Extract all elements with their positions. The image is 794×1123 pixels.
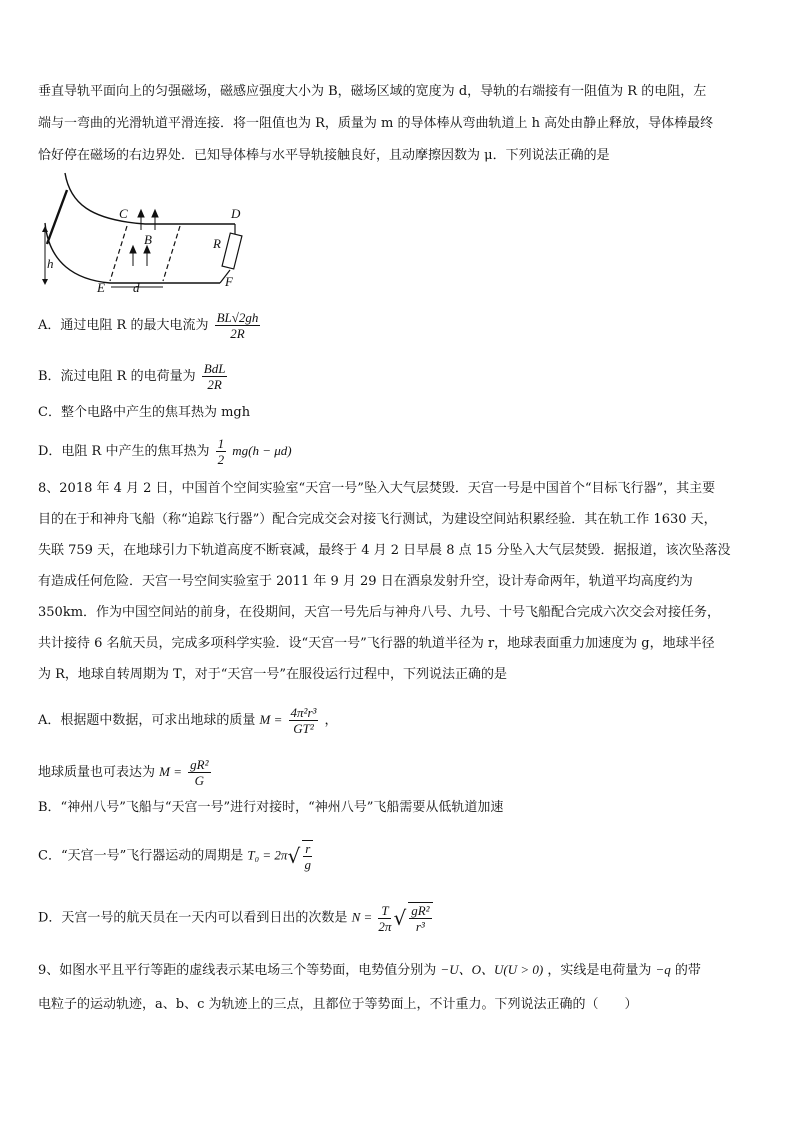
q7-d-text: D．电阻 R 中产生的焦耳热为 [38,444,210,459]
q9-l1-q: −q [655,962,671,977]
q8-d-den: 2π [378,918,392,934]
q7-b-num: BdL [203,361,226,376]
q8-a-lhs: M = [259,712,283,727]
label-h: h [47,256,54,271]
q8-a2-text: 地球质量也可表达为 [38,765,156,780]
q9-line-2: 电粒子的运动轨迹，a、b、c 为轨迹上的三点，且都位于等势面上，不计重力。下列说法正确的（ ） [38,997,638,1012]
label-d: d [133,280,140,295]
intro-line-1: 垂直导轨平面向上的匀强磁场，磁感应强度大小为 B，磁场区域的宽度为 d，导轨的右端接有一阻值为 R 的电阻，左 [38,84,707,99]
intro-line-3: 恰好停在磁场的右边界处．已知导体棒与水平导轨接触良好，且动摩擦因数为 μ．下列说法正确的是 [38,148,610,163]
q8-line-2: 目的在于和神舟飞船（称“追踪飞行器”）配合完成交会对接飞行测试，为建设空间站积累经验．其在轨工作 1630 天， [38,512,717,527]
q9-l1-c: 的带 [674,963,701,978]
q8-line-6: 共计接待 6 名航天员，完成多项科学实验．设“天宫一号”飞行器的轨道半径为 r，地球表面重力加速度为 g，地球半径 [38,636,715,651]
label-D: D [231,206,241,221]
q8-line-4: 有造成任何危险．天宫一号空间实验室于 2011 年 9 月 29 日在酒泉发射升空，设计寿命两年，轨道平均高度约为 [38,574,693,589]
q8-c-lhs: T₀ = 2π [247,847,288,863]
label-R: R [213,236,221,251]
q9-l1-b: ，实线是电荷量为 [547,963,652,978]
q8-a2-lhs: M = [159,764,183,779]
label-F: F [225,274,233,289]
intro-line-2: 端与一弯曲的光滑轨道平滑连接．将一阻值也为 R，质量为 m 的导体棒从弯曲轨道上 h 高处由静止释放，导体棒最终 [38,116,714,131]
q7-b-den: 2R [207,377,222,392]
q8-c-den: g [304,857,311,872]
q8-a-den: GT² [293,721,314,736]
q8-option-a [38,705,338,736]
q7-a-num: BL√2gh [216,310,259,325]
q8-a-tail: ， [324,713,338,728]
rail-circuit-figure [35,168,250,298]
q8-a-fraction [289,705,319,736]
label-C: C [119,206,128,221]
q7-d-fraction [216,436,227,467]
q7-d-num: 1 [217,436,225,451]
q8-d-text: D．天宫一号的航天员在一天内可以看到日出的次数是 [38,910,348,926]
q8-line-5: 350km．作为中国空间站的前身，在役期间，天宫一号先后与神舟八号、九号、十号飞船配合完成六次交会对接任务， [38,605,721,620]
q8-d-root-fraction [408,902,432,934]
q8-line-3: 失联 759 天，在地球引力下轨道高度不断衰减，最终于 4 月 2 日早晨 8 点 15 分坠入大气层焚毁．据报道，该次坠落没 [38,543,731,558]
q9-line-1 [38,962,701,979]
q7-d-den: 2 [217,452,225,467]
q8-d-num: T [378,903,391,919]
q8-option-d: D．天宫一号的航天员在一天内可以看到日出的次数是 N = $\frac{T}{2\pi}$ √ $\frac{\text{gR²}}{\text{r³}}$ [38,902,435,934]
q7-option-d [38,436,292,467]
q8-a-num: 4π²r³ [290,705,317,720]
q8-a-text: A．根据题中数据，可求出地球的质量 [38,713,256,728]
q7-option-c: C．整个电路中产生的焦耳热为 mgh [38,405,251,420]
q9-l1-a: 9、如图水平且平行等距的虚线表示某电场三个等势面，电势值分别为 [38,963,437,978]
q8-c-num: r [305,841,311,856]
q8-a2-num: gR² [190,757,209,772]
q8-line-7: 为 R，地球自转周期为 T，对于“天宫一号”在服役运行过程中，下列说法正确的是 [38,667,508,682]
q7-d-expr: mg(h − μd) [232,443,292,458]
q8-line-1: 8、2018 年 4 月 2 日，中国首个空间实验室“天宫一号”坠入大气层焚毁．天宫一号是中国首个“目标飞行器”，其主要 [38,481,716,496]
q7-a-text: A．通过电阻 R 的最大电流为 [38,318,209,333]
q8-d-fraction [378,903,391,934]
label-E: E [97,280,105,295]
q7-b-text: B．流过电阻 R 的电荷量为 [38,369,196,384]
q8-d-rden: r³ [415,919,425,934]
q8-c-fraction [302,840,313,872]
q8-a2-fraction [188,757,210,788]
q9-l1-math: −U、O、U(U > 0) [440,962,544,977]
q8-option-c: C．“天宫一号”飞行器运动的周期是 T₀ = 2π√ $\frac{r}{g}$ [38,840,315,872]
q8-c-text: C．“天宫一号”飞行器运动的周期是 [38,848,244,864]
q7-option-b [38,361,229,392]
q8-option-b: B．“神州八号”飞船与“天宫一号”进行对接时，“神州八号”飞船需要从低轨道加速 [38,800,504,815]
q7-a-fraction [215,310,261,341]
label-B: B [144,232,152,247]
q8-d-lhs: N = [351,909,373,925]
q8-a2-den: G [194,773,205,788]
q8-option-a2 [38,757,213,788]
q8-d-rnum: gR² [411,903,430,918]
q7-option-a [38,310,262,341]
q7-b-fraction [202,361,228,392]
q7-a-den: 2R [230,326,245,341]
